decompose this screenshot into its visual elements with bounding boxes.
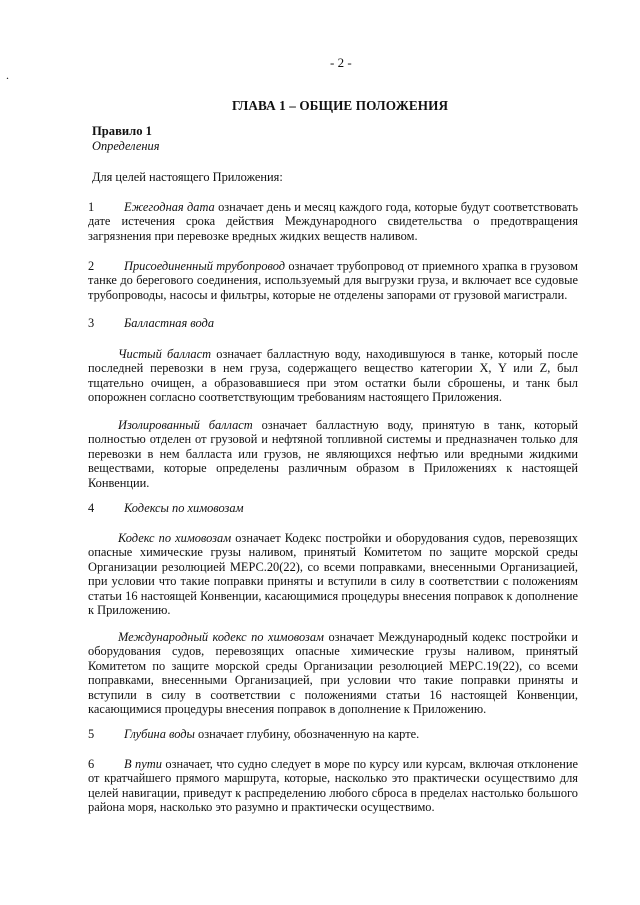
definition-1 xyxy=(88,200,578,243)
definition-term: Чистый балласт xyxy=(118,347,212,361)
definition-term: Глубина воды xyxy=(124,727,195,741)
definition-4 xyxy=(88,501,578,515)
rule-subtitle: Определения xyxy=(92,139,160,153)
definition-5 xyxy=(88,727,578,741)
definition-4-paragraph-1 xyxy=(88,531,578,617)
definition-number: 6 xyxy=(88,757,95,771)
definition-text: означает Международный кодекс постройки и оборудования судов, перевозящих опасные химические грузы наливом, принятый Комитетом по защите морской среды Организации резолюцией МЕРС.19(22), со всеми поправками, внесенными Организацией, при условии что такие поправки приняты и вступили в силу в соответствии с положениями статьи 16 настоящей Конвенции, касающимися процедуры внесения поправок в дополнение к Приложению. xyxy=(88,630,578,717)
definition-2 xyxy=(88,259,578,302)
definition-4-paragraph-2 xyxy=(88,630,578,716)
chapter-title: ГЛАВА 1 – ОБЩИЕ ПОЛОЖЕНИЯ xyxy=(232,98,449,113)
definition-term: Присоединенный трубопровод xyxy=(124,259,286,273)
definition-number: 3 xyxy=(88,316,95,330)
definition-number: 1 xyxy=(88,200,95,214)
definition-text: означает, что судно следует в море по курсу или курсам, включая отклонение от кратчайшего прямого маршрута, которые, насколько это практически осуществимо для целей навигации, приведут к распределению любого сброса в пределах настолько большого района моря, насколько это разумно и практически осуществимо. xyxy=(88,757,578,815)
definition-3 xyxy=(88,316,578,330)
page-number: - 2 - xyxy=(330,55,352,70)
definition-number: 4 xyxy=(88,501,95,515)
definition-heading: Кодексы по химовозам xyxy=(124,501,244,515)
definition-heading: Балластная вода xyxy=(124,316,215,330)
definition-term: Изолированный балласт xyxy=(118,418,253,432)
definition-text: означает Кодекс постройки и оборудования судов, перевозящих опасные химические грузы наливом, принятый Комитетом по защите морской среды Организации резолюцией МЕРС.20(22), со всеми поправками, внесенными Организацией, при условии что такие поправки приняты и вступили в силу в соответствии с положениям статьи 16 настоящей Конвенции, касающимися процедуры внесения поправок к дополнение к Приложению. xyxy=(88,531,578,618)
definition-text: означает балластную воду, находившуюся в танке, который после последней перевозки в нем груза, содержащего вещество категории X, Y или Z, был тщательно очищен, а образовавшиеся при этом остатки были сброшены, и танк был опорожнен согласно соответствующим требованиям настоящего Приложения. xyxy=(88,347,578,405)
rule-title: Правило 1 xyxy=(92,124,152,138)
definition-6 xyxy=(88,757,578,815)
definition-3-paragraph-2 xyxy=(88,418,578,490)
definition-text: означает балластную воду, принятую в танк, который полностью отделен от грузовой и нефтяной топливной системы и предназначен только для перевозки в нем балласта или грузов, не являющихся нефтью или вредными жидкими веществами, которые определены различным образом в Приложениях к настоящей Конвенции. xyxy=(88,418,578,490)
definition-term: Кодекс по химовозам xyxy=(118,531,232,545)
intro-text: Для целей настоящего Приложения: xyxy=(92,170,283,184)
definition-term: Ежегодная дата xyxy=(124,200,215,214)
definition-term: В пути xyxy=(124,757,162,771)
definition-number: 2 xyxy=(88,259,95,273)
definition-text: означает трубопровод от приемного храпка в грузовом танке до берегового соединения, используемый для выгрузки груза, и включает все судовые трубопроводы, насосы и фильтры, которые не отделены запорами от грузовой магистрали. xyxy=(88,259,578,302)
definition-text: означает глубину, обозначенную на карте. xyxy=(194,727,420,741)
definition-text: означает день и месяц каждого года, которые будут соответствовать дате истечения срока действия Международного свидетельства о предотвращения загрязнения при перевозке вредных жидких веществ наливом. xyxy=(88,200,578,243)
definition-3-paragraph-1 xyxy=(88,347,578,405)
stray-mark: . xyxy=(6,68,9,82)
definition-term: Международный кодекс по химовозам xyxy=(118,630,324,644)
definition-number: 5 xyxy=(88,727,95,741)
